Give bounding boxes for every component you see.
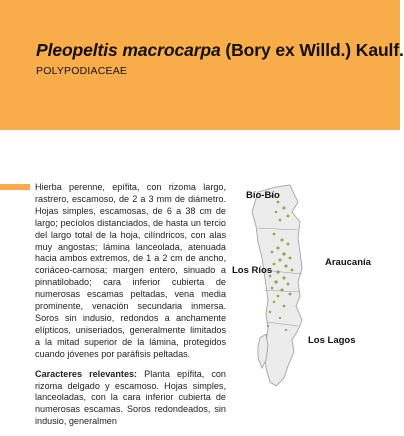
family-name: POLYPODIACEAE <box>36 65 128 77</box>
header-banner <box>0 0 404 130</box>
distribution-map <box>228 182 400 400</box>
species-name: Pleopeltis macrocarpa <box>36 40 221 60</box>
relevant-text: Planta epífita, con rizoma delgado y escamoso. Hojas simples, lanceoladas, con la cara inferior cubierta de numerosas escamas. Soros redondeados, sin indusio, generalmen <box>35 368 226 427</box>
description-column <box>35 182 226 436</box>
map-label-los-rios: Los Ríos <box>232 265 273 276</box>
description-text: Hierba perenne, epífita, con rizoma largo, rastrero, escamoso, de 2 a 3 mm de diámetro. Hojas simples, escamosas, de 6 a 38 cm de largo; pecíolos distanciados, de hasta un tercio del largo total de la hoja, cilíndricos, con alas muy angostas; lámina lanceolada, atenuada hacia ambos extremos, de 1 a 2 cm de ancho, coriáceo-carnosa; margen entero, sinuado a pinnatilobado; cara inferior cubierta de numerosas escamas peltadas, vena media prominente, venación secundaria inmersa. Soros sin indusio, redondos a anchamente elípticos, uniseriados, generalmente limitados a la mitad superior de la lámina, protegidos cuando jóvenes por paráfisis peltadas. <box>35 182 226 359</box>
species-title <box>36 40 404 61</box>
map-label-araucania: Araucanía <box>325 257 371 268</box>
section-marker <box>0 184 30 190</box>
relevant-characters <box>35 369 226 429</box>
species-authority: (Bory ex Willd.) Kaulf. <box>220 40 404 60</box>
map-svg <box>228 182 400 400</box>
relevant-label: Caracteres relevantes: <box>35 368 138 379</box>
map-label-biobio: Bío-Bío <box>246 190 280 201</box>
map-label-los-lagos: Los Lagos <box>308 335 356 346</box>
